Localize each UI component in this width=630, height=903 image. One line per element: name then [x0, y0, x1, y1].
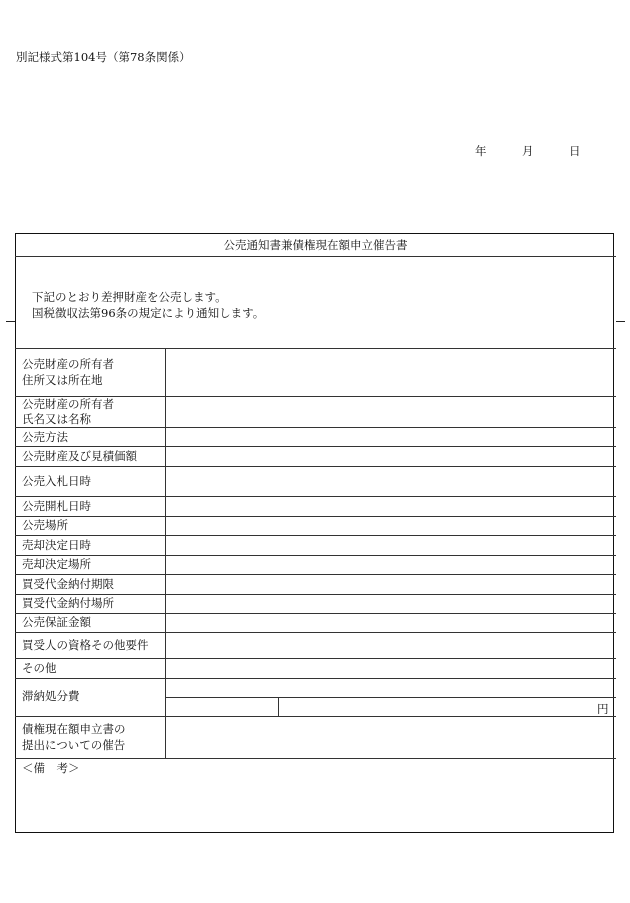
- fee-column-divider: [278, 697, 279, 716]
- sale-decision-datetime-label: 売却決定日時: [22, 538, 91, 552]
- fee-unit-yen: 円: [597, 702, 609, 716]
- delinquency-fee-label: 滞納処分費: [22, 689, 80, 703]
- row-divider: [15, 516, 616, 517]
- row-divider: [15, 716, 616, 717]
- payment-deadline-label: 買受代金納付期限: [22, 577, 114, 591]
- date-month-label: 月: [522, 144, 534, 158]
- bid-datetime-label: 公売入札日時: [22, 474, 91, 488]
- owner-name-label-line-1: 公売財産の所有者: [22, 397, 114, 411]
- title-divider: [15, 256, 616, 257]
- date-day-label: 日: [569, 144, 581, 158]
- owner-address-label-line-1: 公売財産の所有者: [22, 357, 114, 371]
- label-column-divider: [165, 348, 166, 758]
- notice-line-2: 国税徴収法第96条の規定により通知します。: [32, 306, 265, 320]
- row-divider: [15, 594, 616, 595]
- fee-inner-rule: [165, 697, 616, 698]
- row-divider: [15, 535, 616, 536]
- row-divider: [15, 555, 616, 556]
- row-divider: [15, 632, 616, 633]
- row-divider: [15, 574, 616, 575]
- sale-method-label: 公売方法: [22, 430, 68, 444]
- row-divider: [15, 446, 616, 447]
- row-divider: [15, 466, 616, 467]
- other-label: その他: [22, 661, 57, 675]
- payment-place-label: 買受代金納付場所: [22, 596, 114, 610]
- left-fold-mark: [6, 321, 15, 322]
- row-divider: [15, 658, 616, 659]
- row-divider: [15, 678, 616, 679]
- date-year-label: 年: [475, 144, 487, 158]
- sale-decision-place-label: 売却決定場所: [22, 557, 91, 571]
- remarks-divider: [15, 758, 616, 759]
- form-reference: 別記様式第104号（第78条関係）: [16, 50, 191, 64]
- deposit-amount-label: 公売保証金額: [22, 615, 91, 629]
- table-top-rule: [15, 348, 616, 349]
- remarks-label: ＜備 考＞: [22, 761, 80, 775]
- notice-line-1: 下記のとおり差押財産を公売します。: [32, 290, 227, 304]
- row-divider: [15, 427, 616, 428]
- right-fold-mark: [616, 321, 625, 322]
- sale-place-label: 公売場所: [22, 518, 68, 532]
- claim-demand-label-line-1: 債権現在額申立書の: [22, 722, 126, 736]
- buyer-requirements-label: 買受人の資格その他要件: [22, 638, 149, 652]
- owner-address-label-line-2: 住所又は所在地: [22, 373, 103, 387]
- claim-demand-label-line-2: 提出についての催告: [22, 738, 126, 752]
- bid-opening-datetime-label: 公売開札日時: [22, 499, 91, 513]
- owner-name-label-line-2: 氏名又は名称: [22, 412, 91, 426]
- property-and-estimate-label: 公売財産及び見積価額: [22, 449, 137, 463]
- row-divider: [15, 496, 616, 497]
- form-title: 公売通知書兼債権現在額申立催告書: [223, 238, 408, 252]
- row-divider: [15, 613, 616, 614]
